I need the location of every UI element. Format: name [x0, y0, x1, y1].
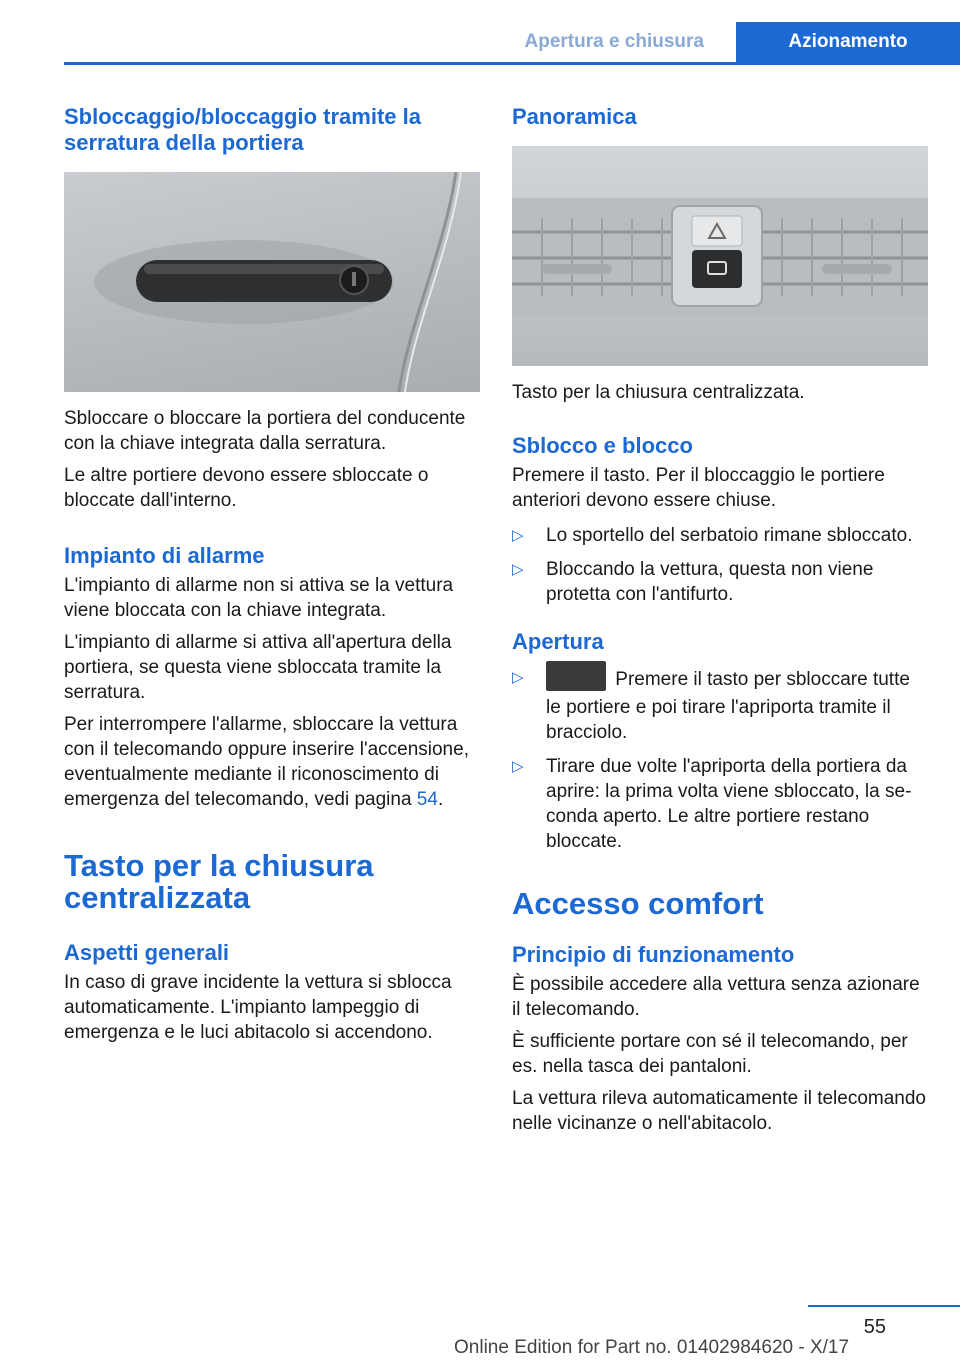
list-item-text: Lo sportello del serbatoio rimane sbloccato.: [546, 525, 913, 546]
heading-opening: Apertura: [512, 629, 604, 654]
general-paragraph-1: In caso di grave incidente la vettura si sblocca automaticamente. L'impianto lampeggio di emergenza e le luci abitacolo si accendono.: [64, 972, 452, 1043]
alarm-paragraph-3-text: Per interrompere l'allarme, sbloccare la vettura con il telecomando oppure inserire l'accensione, eventualmente mediante il riconoscimento di emergenza del telecomando, vedi pagina: [64, 714, 469, 810]
heading-unlock-lock: Sblocco e blocco: [512, 433, 693, 458]
page-number: 55: [863, 1316, 886, 1338]
page-link[interactable]: 54: [416, 789, 438, 810]
bullet-triangle-icon: ▷: [512, 527, 524, 544]
overview-caption: Tasto per la chiusura centralizzata.: [512, 382, 805, 403]
bullet-triangle-icon: ▷: [512, 669, 524, 686]
list-item-text: Tirare due volte l'apriporta della portiera da aprire: la prima volta viene sbloccato, la seconda aperto. Le altre portiere restano bloccate.: [546, 756, 912, 852]
unlock-button-icon: [546, 661, 606, 691]
comfort-paragraph-3: La vettura rileva automaticamente il telecomando nelle vicinanze o nell'abitacolo.: [512, 1088, 927, 1134]
heading-door-lock: Sbloccaggio/bloccaggio tramite la serratura della portiera: [64, 104, 421, 155]
door-paragraph-2: Le altre portiere devono essere sbloccate o bloccate dall'interno.: [64, 465, 429, 511]
alarm-paragraph-3: [64, 712, 480, 812]
section-tab[interactable]: Apertura e chiusura: [524, 31, 704, 52]
heading-overview: Panoramica: [512, 104, 637, 129]
open-bullet-list: [512, 665, 928, 854]
alarm-paragraph-2: L'impianto di allarme si attiva all'apertura della portiera, se questa viene sbloccata tramite la serratura.: [64, 632, 452, 703]
heading-principle: Principio di funzionamento: [512, 942, 795, 967]
heading-alarm: Impianto di allarme: [64, 543, 265, 568]
list-item: [512, 665, 928, 745]
alarm-paragraph-3-end: .: [437, 789, 444, 810]
central-lock-panel-image: [512, 146, 928, 366]
door-handle-illustration: [64, 172, 480, 392]
list-item-text: Bloccando la vettura, questa non viene protetta con l'antifurto.: [546, 559, 874, 605]
lock-paragraph-1: Premere il tasto. Per il bloccaggio le portiere anteriori devono essere chiuse.: [512, 465, 885, 511]
heading-general: Aspetti generali: [64, 940, 230, 965]
list-item: [512, 754, 928, 854]
central-lock-panel-illustration: [512, 146, 928, 366]
door-paragraph-1: Sbloccare o bloccare la portiera del conducente con la chiave integrata dalla serratura.: [64, 408, 466, 454]
right-column: [512, 100, 928, 1143]
list-item-text: Premere il tasto per sbloccare tutte le portiere e poi tirare l'apriporta tramite il bracciolo.: [546, 669, 910, 743]
chapter-tab[interactable]: Azionamento: [736, 22, 960, 62]
comfort-paragraph-1: È possibile accedere alla vettura senza azionare il telecomando.: [512, 974, 920, 1020]
alarm-paragraph-1: L'impianto di allarme non si attiva se la vettura viene bloccata con la chiave integrata.: [64, 575, 454, 621]
heading-central-locking: Tasto per la chiusura centralizzata: [64, 848, 374, 915]
edition-footer: Online Edition for Part no. 01402984620 - X/17: [454, 1337, 850, 1358]
lock-bullet-list: [512, 523, 928, 607]
list-item: [512, 523, 928, 548]
door-handle-image: [64, 172, 480, 392]
comfort-paragraph-2: È sufficiente portare con sé il telecomando, per es. nella tasca dei pantaloni.: [512, 1031, 908, 1077]
page-header: [64, 22, 960, 65]
left-column: [64, 100, 480, 1052]
bullet-triangle-icon: ▷: [512, 561, 524, 578]
list-item: [512, 557, 928, 607]
heading-comfort-access: Accesso comfort: [512, 886, 764, 921]
footer-divider: [808, 1305, 960, 1307]
bullet-triangle-icon: ▷: [512, 758, 524, 775]
